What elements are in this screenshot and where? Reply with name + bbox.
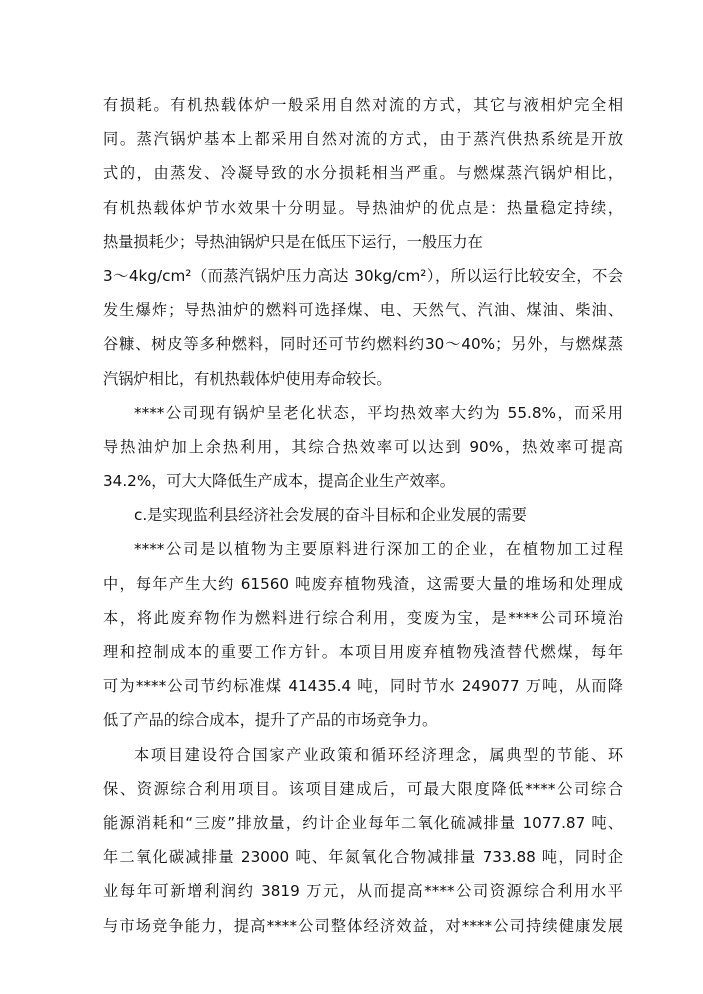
text-line: 汽锅炉相比，有机热载体炉使用寿命较长。 <box>103 369 392 388</box>
text-line: ****公司是以植物为主要原料进行深加工的企业，在植物加工过程 <box>134 540 623 559</box>
text-line: ****公司现有锅炉呈老化状态，平均热效率大约为 55.8%，而采用 <box>134 403 623 422</box>
text-line: 有损耗。有机热载体炉一般采用自然对流的方式，其它与液相炉完全相 <box>103 96 623 114</box>
text-line: 本，将此废弃物作为燃料进行综合利用，变废为宝，是****公司环境治 <box>103 608 623 627</box>
text-line: 年二氧化碳减排量 23000 吨、年氮氧化合物减排量 733.88 吨，同时企 <box>103 848 623 867</box>
text-line: 热量损耗少；导热油锅炉只是在低压下运行，一般压力在 <box>103 232 483 251</box>
text-line: 发生爆炸；导热油炉的燃料可选择煤、电、天然气、汽油、煤油、柴油、 <box>103 301 623 320</box>
text-line: 可为****公司节约标准煤 41435.4 吨，同时节水 249077 万吨，从而降 <box>103 677 623 696</box>
text-line: 同。蒸汽锅炉基本上都采用自然对流的方式，由于蒸汽供热系统是开放 <box>103 130 623 149</box>
text-line: 本项目建设符合国家产业政策和循环经济理念，属典型的节能、环 <box>134 745 623 764</box>
text-line: 与市场竞争能力，提高****公司整体经济效益，对****公司持续健康发展 <box>103 916 623 935</box>
text-line: 式的，由蒸发、冷凝导致的水分损耗相当严重。与燃煤蒸汽锅炉相比， <box>103 164 623 183</box>
body-text <box>103 88 623 943</box>
text-line: 业每年可新增利润约 3819 万元，从而提高****公司资源综合利用水平 <box>103 882 623 901</box>
text-line: 低了产品的综合成本，提升了产品的市场竞争力。 <box>103 711 438 730</box>
text-line: 有机热载体炉节水效果十分明显。导热油炉的优点是：热量稳定持续， <box>103 198 623 217</box>
text-line: 中，每年产生大约 61560 吨废弃植物残渣，这需要大量的堆场和处理成 <box>103 574 623 593</box>
text-line: 34.2%，可大大降低生产成本，提高企业生产效率。 <box>103 472 455 491</box>
text-line: 3～4kg/cm²（而蒸汽锅炉压力高达 30kg/cm²），所以运行比较安全，不会 <box>103 266 623 285</box>
text-line: 保、资源综合利用项目。该项目建成后，可最大限度降低****公司综合 <box>103 779 623 798</box>
text-line: 理和控制成本的重要工作方针。本项目用废弃植物残渣替代燃煤，每年 <box>103 643 623 661</box>
text-line: 谷糠、树皮等多种燃料，同时还可节约燃料约30～40%；另外，与燃煤蒸 <box>103 335 623 354</box>
text-line: 能源消耗和“三废”排放量，约计企业每年二氧化硫减排量 1077.87 吨、 <box>103 813 623 832</box>
text-line: 导热油炉加上余热利用，其综合热效率可以达到 90%，热效率可提高 <box>103 437 623 456</box>
text-line: c.是实现监利县经济社会发展的奋斗目标和企业发展的需要 <box>134 506 527 525</box>
